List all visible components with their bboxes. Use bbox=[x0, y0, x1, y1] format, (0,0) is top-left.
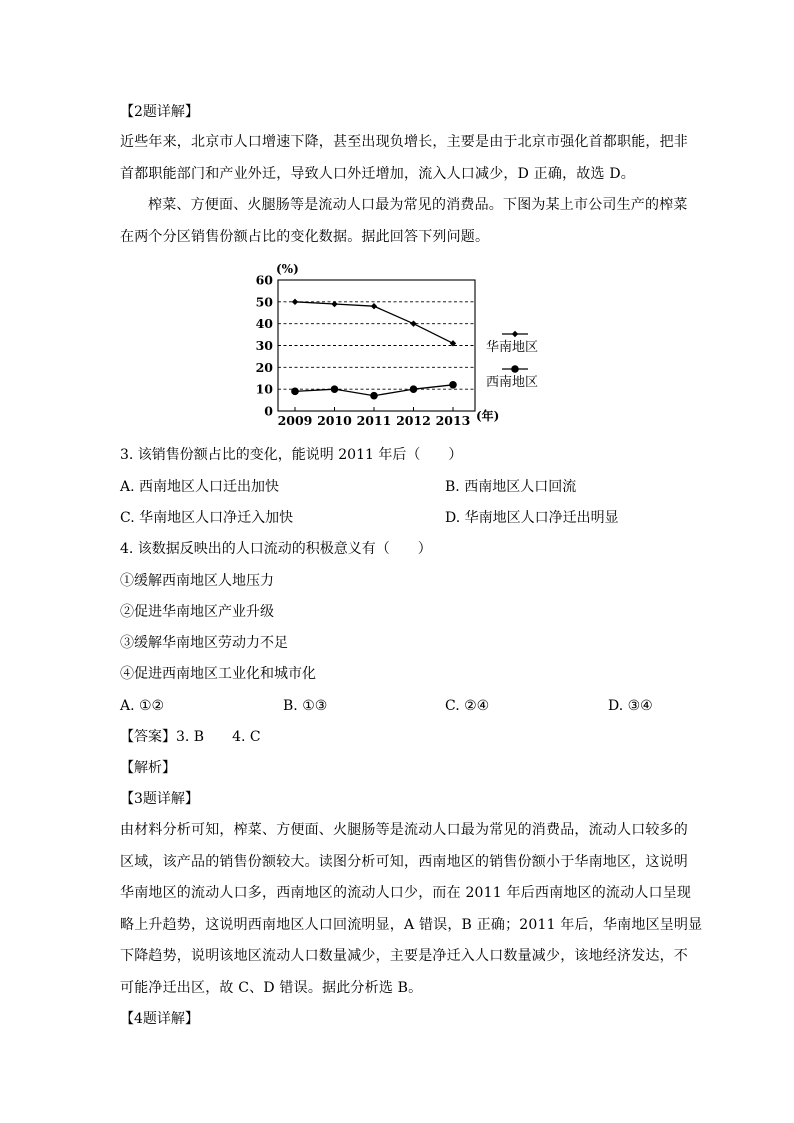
y-tick-label: 20 bbox=[255, 359, 273, 375]
q4-option-b[interactable]: B. ①③ bbox=[283, 698, 328, 714]
y-tick-label: 0 bbox=[264, 403, 273, 419]
x-axis-label: (年) bbox=[476, 409, 500, 423]
q4-option-d[interactable]: D. ③④ bbox=[608, 698, 653, 714]
x-tick-label: 2013 bbox=[435, 413, 471, 428]
material-paragraph bbox=[120, 190, 688, 253]
chart-series bbox=[291, 299, 457, 400]
q3-analysis-line: 可能净迁出区，故 C、D 错误。据此分析选 B。 bbox=[120, 979, 423, 996]
q3-option-a[interactable]: A. 西南地区人口迁出加快 bbox=[120, 479, 280, 495]
data-point bbox=[370, 392, 378, 400]
material-line: 在两个分区销售份额占比的变化数据。据此回答下列问题。 bbox=[120, 228, 490, 245]
q4-item: ③缓解华南地区劳动力不足 bbox=[120, 635, 288, 651]
q3-analysis-line: 由材料分析可知，榨菜、方便面、火腿肠等是流动人口最为常见的消费品，流动人口较多的 bbox=[120, 822, 688, 838]
x-tick-label: 2010 bbox=[317, 413, 352, 428]
y-tick-label: 60 bbox=[255, 272, 273, 288]
q2-analysis-line: 近些年来，北京市人口增速下降，甚至出现负增长，主要是由于北京市强化首都职能，把非 bbox=[120, 134, 688, 150]
q4-item: ②促进华南地区产业升级 bbox=[120, 604, 274, 620]
data-point bbox=[331, 385, 339, 393]
chart-ticks bbox=[256, 262, 500, 428]
data-point bbox=[410, 320, 416, 326]
legend-label: 华南地区 bbox=[486, 340, 539, 355]
q3-option-b[interactable]: B. 西南地区人口回流 bbox=[445, 479, 577, 495]
x-tick-label: 2011 bbox=[356, 413, 392, 428]
data-point bbox=[331, 301, 337, 307]
x-tick-label: 2009 bbox=[277, 413, 313, 428]
q4-item: ④促进西南地区工业化和城市化 bbox=[120, 666, 316, 682]
y-tick-label: 30 bbox=[255, 338, 273, 353]
data-point bbox=[291, 388, 299, 396]
q3-analysis bbox=[120, 815, 703, 1004]
legend-label: 西南地区 bbox=[486, 375, 539, 390]
q2-analysis-line: 首都职能部门和产业外迁，导致人口外迁增加，流入人口减少，D 正确，故选 D。 bbox=[120, 165, 635, 182]
q3-stem: 3. 该销售份额占比的变化，能说明 2011 年后（ ） bbox=[120, 447, 463, 463]
legend-marker bbox=[511, 365, 519, 373]
q3-analysis-line: 华南地区的流动人口多，西南地区的流动人口少，而在 2011 年后西南地区的流动人口呈现 bbox=[120, 885, 692, 901]
q3-option-c[interactable]: C. 华南地区人口净迁入加快 bbox=[120, 510, 294, 526]
q4-stem: 4. 该数据反映出的人口流动的积极意义有（ ） bbox=[120, 541, 432, 557]
q4-option-a[interactable]: A. ①② bbox=[120, 698, 165, 714]
answer-line: 【答案】3. B 4. C bbox=[120, 729, 261, 745]
sales-share-chart bbox=[250, 258, 550, 430]
y-tick-label: 50 bbox=[255, 294, 273, 310]
y-tick-label: 10 bbox=[255, 381, 273, 397]
q3-option-d[interactable]: D. 华南地区人口净迁出明显 bbox=[445, 510, 619, 526]
heading-q4: 【4题详解】 bbox=[120, 1011, 199, 1027]
q3-analysis-line: 下降趋势，说明该地区流动人口数量减少，主要是净迁入人口数量减少，该地经济发达，不 bbox=[120, 948, 688, 964]
data-point bbox=[371, 303, 377, 309]
chart-legend bbox=[486, 331, 538, 390]
q2-analysis bbox=[120, 127, 688, 190]
y-tick-label: 40 bbox=[255, 316, 273, 332]
heading-q3: 【3题详解】 bbox=[120, 791, 199, 807]
data-point bbox=[449, 381, 457, 389]
chart-grid bbox=[278, 302, 475, 389]
q3-analysis-line: 略上升趋势，这说明西南地区人口回流明显，A 错误，B 正确；2011 年后，华南地区呈明显 bbox=[120, 916, 703, 933]
heading-q2: 【2题详解】 bbox=[120, 104, 199, 120]
q4-option-c[interactable]: C. ②④ bbox=[445, 698, 490, 714]
legend-marker bbox=[512, 331, 518, 337]
x-tick-label: 2012 bbox=[396, 413, 431, 428]
analysis-label: 【解析】 bbox=[120, 760, 176, 776]
q3-analysis-line: 区域，该产品的销售份额较大。读图分析可知，西南地区的销售份额小于华南地区，这说明 bbox=[120, 853, 688, 870]
data-point bbox=[292, 299, 298, 305]
material-line: 榨菜、方便面、火腿肠等是流动人口最为常见的消费品。下图为某上市公司生产的榨菜 bbox=[148, 197, 688, 213]
q4-item: ①缓解西南地区人地压力 bbox=[120, 573, 274, 589]
data-point bbox=[410, 385, 418, 393]
y-axis-label: (%) bbox=[276, 262, 299, 276]
